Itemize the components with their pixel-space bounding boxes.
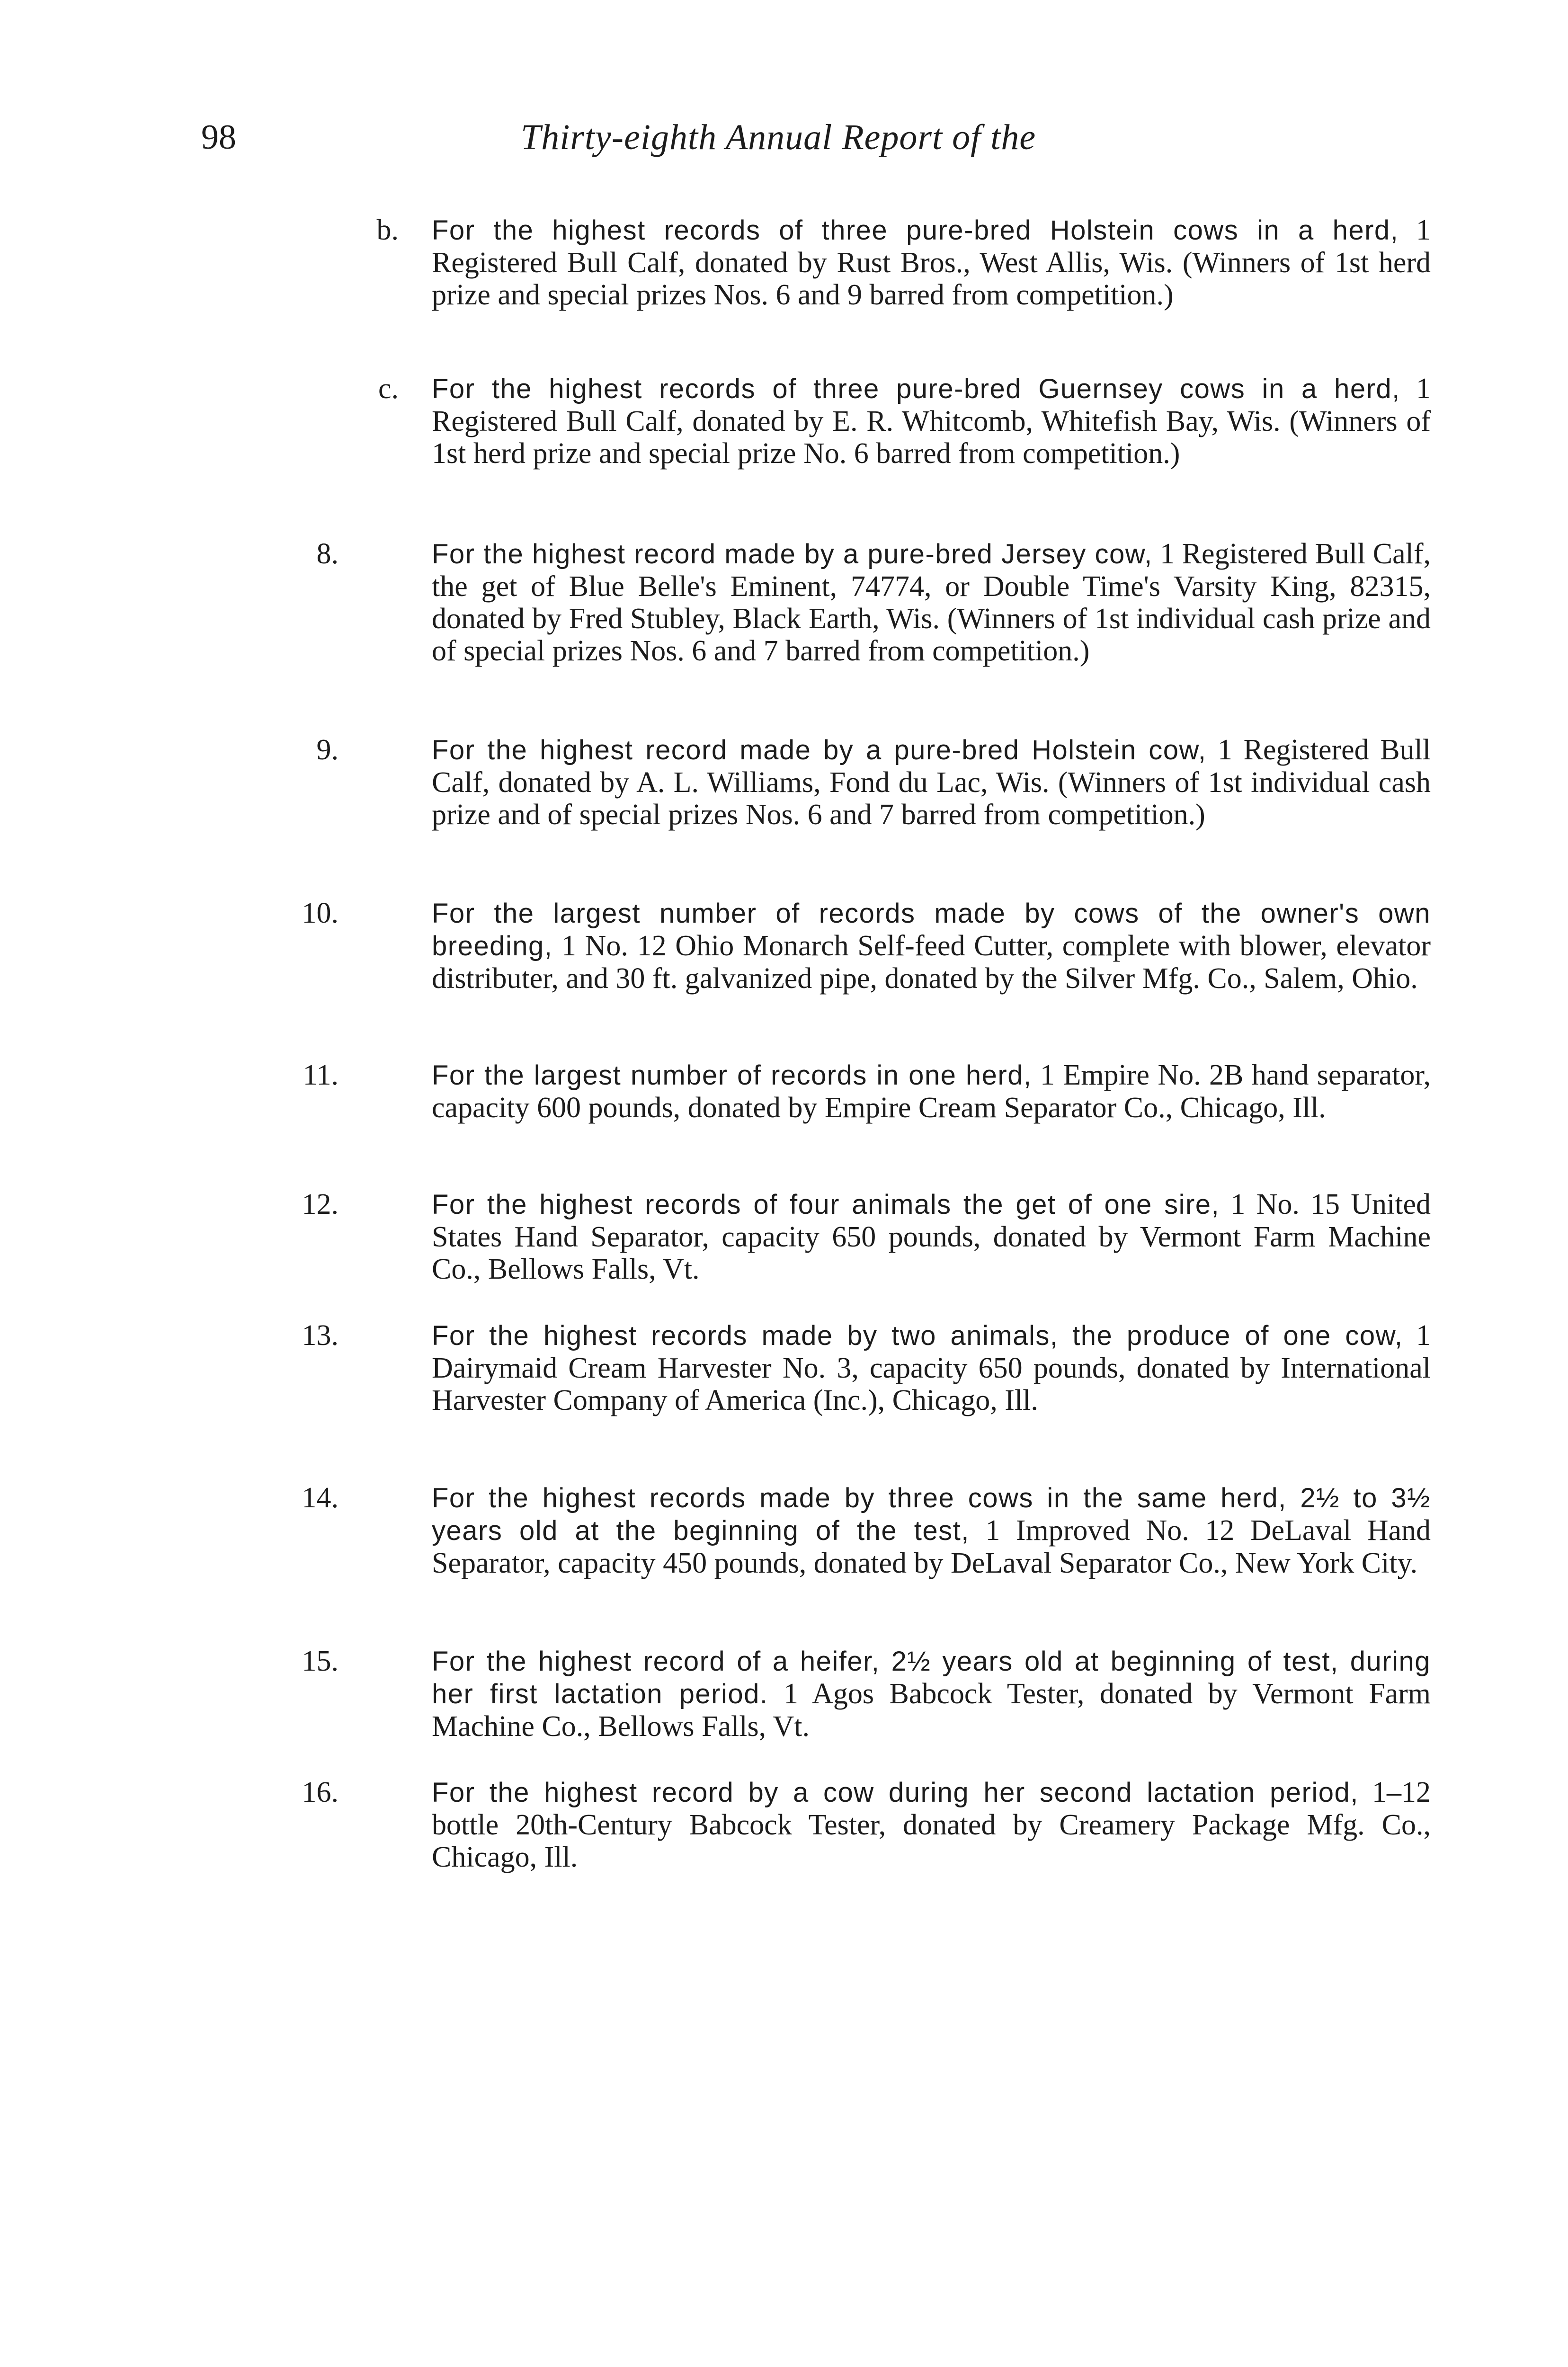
entry-text: [432, 897, 1431, 995]
entry-label: 10.: [302, 897, 339, 929]
entry-label: c.: [378, 373, 399, 405]
entry-lead: For the highest record made by a pure-bred Holstein cow,: [432, 735, 1207, 765]
entry-text: [432, 1776, 1431, 1873]
entry-lead: For the highest records made by three cows in the same herd, 2½ to 3½ years old at the beginning of the test,: [432, 1483, 1431, 1546]
entry-text: [432, 1188, 1431, 1285]
page-number: 98: [201, 118, 236, 157]
entry-body: 1 No. 12 Ohio Monarch Self-feed Cutter, complete with blower, elevator distributer, and 30 ft. galvanized pipe, donated by the Silver Mfg. Co., Salem, Ohio.: [432, 930, 1431, 995]
entry-label: 9.: [316, 734, 339, 766]
entry-body: 1 No. 15 United States Hand Separator, capacity 650 pounds, donated by Vermont Farm Machine Co., Bellows Falls, Vt.: [432, 1188, 1431, 1285]
entry-body: 1 Empire No. 2B hand separator, capacity 600 pounds, donated by Empire Cream Separator Co., Chicago, Ill.: [432, 1059, 1431, 1124]
entry-lead: For the highest record made by a pure-bred Jersey cow,: [432, 539, 1153, 570]
entry-label: b.: [376, 214, 399, 246]
entry-text: [432, 1319, 1431, 1416]
entry-text: [432, 1059, 1431, 1124]
entry-body: 1 Agos Babcock Tester, donated by Vermont Farm Machine Co., Bellows Falls, Vt.: [432, 1678, 1431, 1743]
entry-body: 1 Registered Bull Calf, the get of Blue Belle's Eminent, 74774, or Double Time's Varsity King, 82315, donated by Fred Stubley, Black Earth, Wis. (Winners of 1st individual cash prize and of special prizes Nos. 6 and 7 barred from competition.): [432, 538, 1431, 667]
entry-lead: For the largest number of records made by cows of the owner's own breeding,: [432, 898, 1431, 961]
entry-lead: For the highest record by a cow during her second lactation period,: [432, 1777, 1359, 1808]
entry-label: 14.: [302, 1482, 339, 1514]
entry-text: [432, 734, 1431, 831]
entry-label: 16.: [302, 1776, 339, 1808]
entry-lead: For the highest records of four animals the get of one sire,: [432, 1189, 1220, 1220]
entry-text: [432, 1482, 1431, 1579]
entry-body: 1 Dairymaid Cream Harvester No. 3, capacity 650 pounds, donated by International Harvester Company of America (Inc.), Chicago, Ill.: [432, 1319, 1431, 1416]
entry-body: 1 Registered Bull Calf, donated by E. R. Whitcomb, Whitefish Bay, Wis. (Winners of 1st herd prize and special prize No. 6 barred from competition.): [432, 373, 1431, 470]
entry-lead: For the highest record of a heifer, 2½ years old at beginning of test, during her first lactation period.: [432, 1646, 1431, 1709]
entry-label: 15.: [302, 1645, 339, 1677]
entry-body: 1 Registered Bull Calf, donated by A. L. Williams, Fond du Lac, Wis. (Winners of 1st individual cash prize and of special prizes Nos. 6 and 7 barred from competition.): [432, 734, 1431, 831]
entry-body: 1 Improved No. 12 DeLaval Hand Separator, capacity 450 pounds, donated by DeLaval Separator Co., New York City.: [432, 1514, 1431, 1579]
entry-text: [432, 1645, 1431, 1743]
entry-body: 1–12 bottle 20th-Century Babcock Tester, donated by Creamery Package Mfg. Co., Chicago, Ill.: [432, 1776, 1431, 1873]
entry-label: 12.: [302, 1188, 339, 1220]
entry-lead: For the largest number of records in one herd,: [432, 1060, 1032, 1091]
entry-lead: For the highest records of three pure-bred Holstein cows in a herd,: [432, 215, 1399, 246]
entry-label: 11.: [303, 1059, 339, 1091]
running-title: Thirty-eighth Annual Report of the: [521, 117, 1036, 157]
entry-label: 13.: [302, 1319, 339, 1352]
running-header: [0, 109, 1568, 166]
entry-lead: For the highest records of three pure-bred Guernsey cows in a herd,: [432, 374, 1400, 404]
entry-text: [432, 214, 1431, 311]
entry-body: 1 Registered Bull Calf, donated by Rust Bros., West Allis, Wis. (Winners of 1st herd prize and special prizes Nos. 6 and 9 barred from competition.): [432, 214, 1431, 311]
entry-text: [432, 373, 1431, 470]
entry-label: 8.: [316, 538, 339, 570]
entry-lead: For the highest records made by two animals, the produce of one cow,: [432, 1320, 1403, 1351]
entry-text: [432, 538, 1431, 667]
